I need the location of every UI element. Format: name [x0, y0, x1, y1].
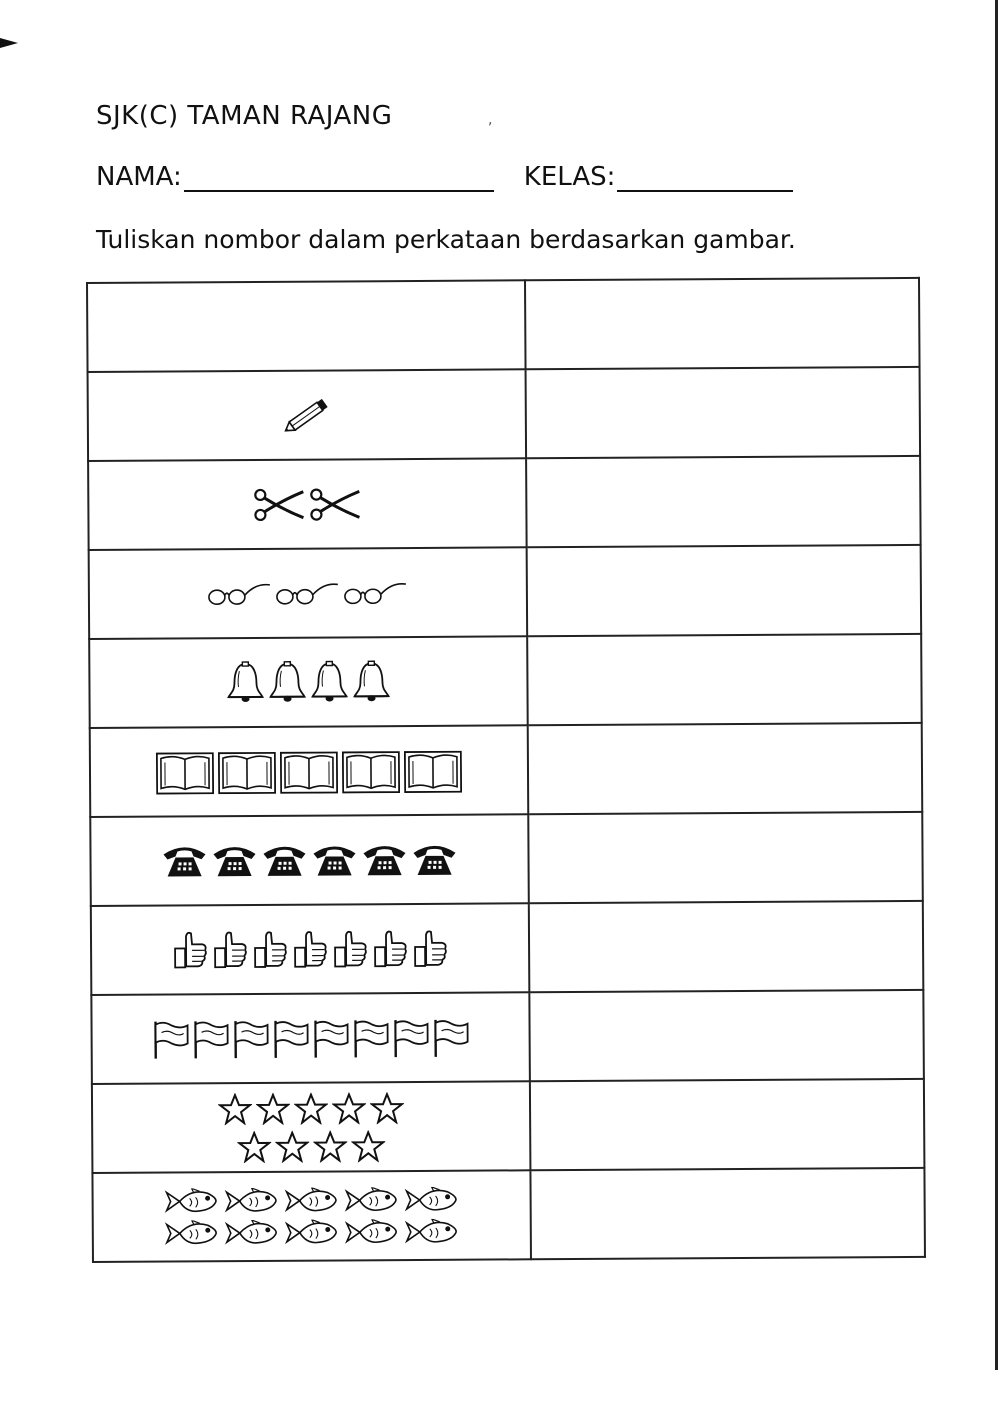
star-icon [351, 1130, 385, 1162]
table-row [90, 723, 923, 817]
picture-cell [88, 458, 527, 550]
glasses-icon [208, 580, 272, 606]
picture-cell [92, 1081, 531, 1173]
telephone-icon [311, 841, 357, 879]
picture-cell [87, 280, 526, 372]
icon-group [164, 1218, 460, 1246]
book-icon [280, 749, 338, 793]
fish-icon [224, 1187, 280, 1213]
table-row [87, 278, 920, 372]
stray-mark: , [488, 112, 493, 128]
table-row [88, 456, 921, 550]
flag-icon [352, 1018, 390, 1058]
scissors-icon [309, 487, 361, 521]
star-icon [313, 1130, 347, 1162]
instruction: Tuliskan nombor dalam perkataan berdasarkan gambar. [96, 225, 796, 254]
icon-group [91, 840, 527, 881]
icon-lines [93, 1091, 529, 1164]
flag-icon [391, 1017, 429, 1057]
flag-icon [312, 1018, 350, 1058]
corner-mark [0, 38, 18, 48]
table-row [89, 545, 922, 639]
name-label: NAMA: [96, 162, 182, 192]
telephone-icon [411, 840, 457, 878]
flag-icon [192, 1019, 230, 1059]
fish-icon [404, 1186, 460, 1212]
picture-cell [88, 369, 527, 461]
book-icon [156, 750, 214, 794]
bell-icon [352, 660, 390, 704]
star-icon [275, 1130, 309, 1162]
picture-cell [89, 636, 528, 728]
thumbs-up-icon [292, 929, 328, 969]
star-icon [294, 1092, 328, 1124]
answer-cell[interactable] [528, 723, 923, 814]
telephone-icon [361, 841, 407, 879]
star-icon [218, 1093, 252, 1125]
bell-icon [226, 660, 264, 704]
class-label: KELAS: [523, 162, 616, 192]
icon-group [89, 394, 525, 437]
fish-icon [404, 1218, 460, 1244]
icon-group [93, 1017, 529, 1060]
star-icon [332, 1092, 366, 1124]
book-icon [218, 749, 276, 793]
table-row [92, 1168, 925, 1262]
fish-icon [164, 1188, 220, 1214]
picture-cell [90, 814, 529, 906]
star-icon [237, 1130, 271, 1162]
page-edge [995, 0, 998, 1370]
flag-icon [152, 1019, 190, 1059]
school-name: SJK(C) TAMAN RAJANG [96, 101, 393, 131]
table-row [90, 812, 923, 906]
picture-cell [91, 903, 530, 995]
fish-icon [224, 1219, 280, 1245]
answer-cell[interactable] [530, 1079, 925, 1170]
table-row [88, 367, 921, 461]
icon-group [91, 748, 527, 795]
telephone-icon [211, 841, 257, 879]
picture-cell [91, 992, 530, 1084]
table-row [89, 634, 922, 728]
answer-cell[interactable] [526, 456, 921, 547]
thumbs-up-icon [332, 929, 368, 969]
scissors-icon [253, 487, 305, 521]
icon-group [237, 1130, 385, 1163]
answer-cell[interactable] [529, 990, 924, 1081]
glasses-icon [276, 580, 340, 606]
worksheet-table [86, 277, 926, 1263]
table-row [91, 990, 924, 1084]
answer-cell[interactable] [529, 901, 924, 992]
icon-lines [94, 1186, 530, 1247]
bell-icon [268, 660, 306, 704]
fish-icon [344, 1187, 400, 1213]
thumbs-up-icon [172, 930, 208, 970]
answer-cell[interactable] [526, 367, 921, 458]
fish-icon [344, 1219, 400, 1245]
icon-group [89, 486, 525, 523]
fish-icon [164, 1220, 220, 1246]
icon-group [92, 928, 528, 971]
icon-group [90, 659, 526, 706]
book-icon [342, 749, 400, 793]
star-icon [370, 1092, 404, 1124]
name-blank[interactable] [184, 162, 494, 192]
answer-cell[interactable] [527, 634, 922, 725]
icon-group [90, 579, 526, 608]
glasses-icon [344, 580, 408, 606]
book-icon [404, 748, 462, 792]
answer-cell[interactable] [528, 812, 923, 903]
table-row [92, 1079, 925, 1173]
thumbs-up-icon [372, 929, 408, 969]
icon-group [218, 1092, 404, 1125]
thumbs-up-icon [412, 928, 448, 968]
telephone-icon [161, 842, 207, 880]
telephone-icon [261, 841, 307, 879]
name-class-row [96, 162, 793, 192]
icon-group [164, 1186, 460, 1214]
table-row [91, 901, 924, 995]
flag-icon [272, 1018, 310, 1058]
pencil-icon [279, 395, 335, 435]
fish-icon [284, 1219, 340, 1245]
flag-icon [232, 1018, 270, 1058]
thumbs-up-icon [252, 929, 288, 969]
fish-icon [284, 1187, 340, 1213]
picture-cell [90, 725, 529, 817]
star-icon [256, 1092, 290, 1124]
thumbs-up-icon [212, 930, 248, 970]
class-blank[interactable] [617, 162, 793, 192]
answer-cell[interactable] [527, 545, 922, 636]
answer-cell[interactable] [525, 278, 920, 369]
flag-icon [431, 1017, 469, 1057]
answer-cell[interactable] [530, 1168, 925, 1259]
picture-cell [89, 547, 528, 639]
picture-cell [92, 1170, 531, 1262]
bell-icon [310, 660, 348, 704]
